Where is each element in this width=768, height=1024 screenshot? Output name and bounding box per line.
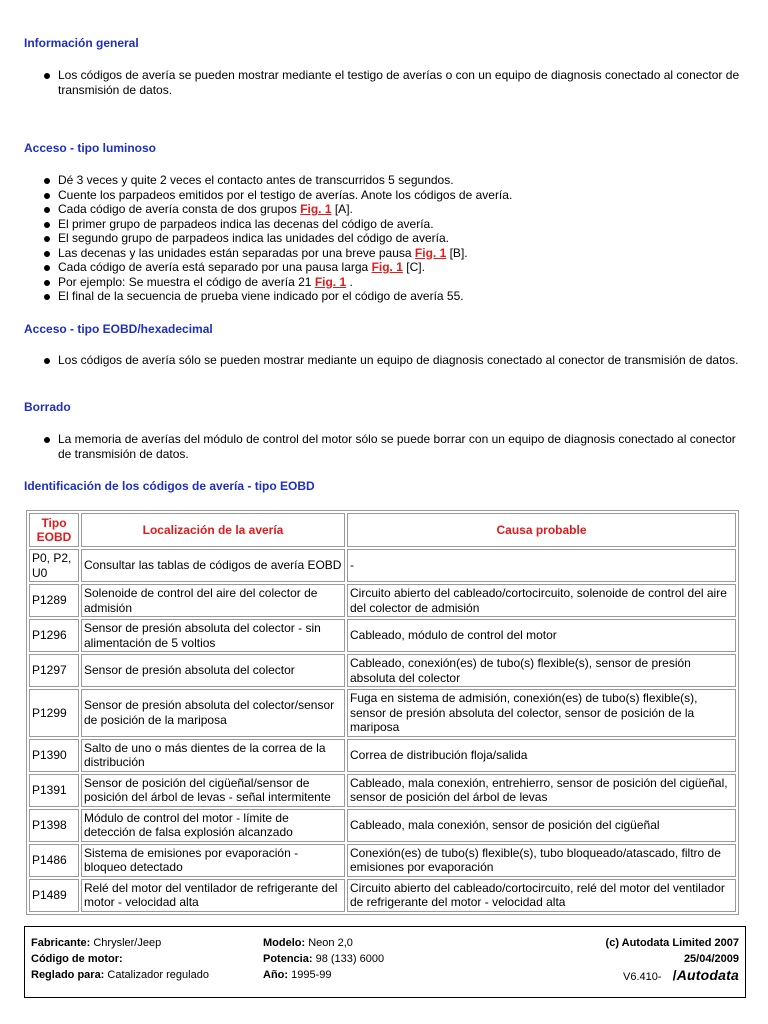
potencia-label: Potencia: xyxy=(263,953,313,965)
code-cell: P0, P2, U0 xyxy=(29,549,79,582)
fig-1-link[interactable]: Fig. 1 xyxy=(414,245,447,260)
code-cell: P1486 xyxy=(29,844,79,877)
list-item xyxy=(24,173,740,188)
header-code: Tipo EOBD xyxy=(29,513,79,547)
logo-text: Autodata xyxy=(676,967,739,983)
header-cause: Causa probable xyxy=(347,513,736,547)
list-item xyxy=(24,289,740,304)
list-item xyxy=(24,246,740,261)
list-item-suffix: [B]. xyxy=(446,245,468,260)
code-cell: P1299 xyxy=(29,689,79,737)
code-cell: P1391 xyxy=(29,774,79,807)
list-item: Los códigos de avería se pueden mostrar mediante el testigo de averías o con un equipo de diagnosis conectado al conector de transmisión de datos. xyxy=(24,68,740,97)
fabricante-value: Chrysler/Jeep xyxy=(93,937,162,949)
list-item xyxy=(24,275,740,290)
location-cell: Consultar las tablas de códigos de avería EOBD xyxy=(81,549,345,582)
section-title-luminoso: Acceso - tipo luminoso xyxy=(24,141,157,155)
footer-right xyxy=(539,935,739,985)
cause-cell: Circuito abierto del cableado/cortocircuito, solenoide de control del aire del colector de admisión xyxy=(347,584,736,617)
fig-1-link[interactable]: Fig. 1 xyxy=(300,202,332,216)
list-item xyxy=(24,217,740,232)
list-item xyxy=(24,202,740,217)
cause-cell: - xyxy=(347,549,736,582)
section-title-eobd: Acceso - tipo EOBD/hexadecimal xyxy=(24,322,213,336)
header-location: Localización de la avería xyxy=(81,513,345,547)
cause-cell: Cableado, módulo de control del motor xyxy=(347,619,736,652)
list-item-text: Cuente los parpadeos emitidos por el testigo de averías. Anote los códigos de avería. xyxy=(58,187,513,202)
list-item xyxy=(24,188,740,203)
cause-cell: Cableado, mala conexión, entrehierro, sensor de posición del cigüeñal, sensor de posición del árbol de levas xyxy=(347,774,736,807)
list-item-text: Cada código de avería está separado por una pausa larga xyxy=(58,260,372,274)
code-cell: P1296 xyxy=(29,619,79,652)
location-cell: Sensor de presión absoluta del colector/sensor de posición de la mariposa xyxy=(81,689,345,737)
list-borrado xyxy=(24,432,740,461)
list-item-text: Dé 3 veces y quite 2 veces el contacto antes de transcurridos 5 segundos. xyxy=(58,173,454,187)
list-item-text: El segundo grupo de parpadeos indica las unidades del código de avería. xyxy=(58,231,449,245)
section-title-general: Información general xyxy=(24,36,139,50)
fabricante-label: Fabricante: xyxy=(31,937,91,949)
list-item-suffix: . xyxy=(346,274,353,289)
table-row xyxy=(29,584,736,617)
autodata-logo: /Autodata xyxy=(672,967,739,983)
footer-left xyxy=(31,935,261,983)
footer-middle xyxy=(263,935,483,983)
section-title-identificacion: Identificación de los códigos de avería - tipo EOBD xyxy=(24,479,315,493)
code-cell: P1489 xyxy=(29,879,79,912)
version-label: V6.410- xyxy=(623,971,662,983)
code-cell: P1289 xyxy=(29,584,79,617)
list-item: Los códigos de avería sólo se pueden mostrar mediante un equipo de diagnosis conectado al conector de transmisión de datos. xyxy=(24,353,740,368)
cause-cell: Conexión(es) de tubo(s) flexible(s), tubo bloqueado/atascado, filtro de emisiones por evaporación xyxy=(347,844,736,877)
fig-1-link[interactable]: Fig. 1 xyxy=(371,260,403,274)
list-item-text: El primer grupo de parpadeos indica las decenas del código de avería. xyxy=(58,216,434,231)
list-item-text: Las decenas y las unidades están separadas por una breve pausa xyxy=(58,245,415,260)
list-item-text: Cada código de avería consta de dos grupos xyxy=(58,202,301,216)
location-cell: Sensor de posición del cigüeñal/sensor de posición del árbol de levas - señal intermitente xyxy=(81,774,345,807)
reglado-value: Catalizador regulado xyxy=(107,969,209,981)
list-eobd xyxy=(24,353,740,368)
table-row xyxy=(29,809,736,842)
table-row xyxy=(29,774,736,807)
table-row xyxy=(29,879,736,912)
location-cell: Sensor de presión absoluta del colector - sin alimentación de 5 voltios xyxy=(81,619,345,652)
location-cell: Solenoide de control del aire del colector de admisión xyxy=(81,584,345,617)
document-footer xyxy=(24,926,746,998)
footer-date: 25/04/2009 xyxy=(683,953,739,965)
location-cell: Relé del motor del ventilador de refrigerante del motor - velocidad alta xyxy=(81,879,345,912)
table-row xyxy=(29,549,736,582)
location-cell: Sensor de presión absoluta del colector xyxy=(81,654,345,687)
cause-cell: Circuito abierto del cableado/cortocircuito, relé del motor del ventilador de refrigerante del motor - velocidad alta xyxy=(347,879,736,912)
potencia-value: 98 (133) 6000 xyxy=(315,953,385,965)
table-row xyxy=(29,689,736,737)
list-item-suffix: [C]. xyxy=(402,260,425,274)
fig-1-link[interactable]: Fig. 1 xyxy=(314,274,347,289)
table-header-row xyxy=(29,513,736,547)
list-item xyxy=(24,231,740,246)
location-cell: Módulo de control del motor - límite de detección de falsa explosión alcanzado xyxy=(81,809,345,842)
location-cell: Salto de uno o más dientes de la correa de la distribución xyxy=(81,739,345,772)
list-item xyxy=(24,260,740,275)
cause-cell: Cableado, conexión(es) de tubo(s) flexible(s), sensor de presión absoluta del colector xyxy=(347,654,736,687)
list-item: La memoria de averías del módulo de control del motor sólo se puede borrar con un equipo de diagnosis conectado al conector de transmisión de datos. xyxy=(24,432,740,461)
ano-value: 1995-99 xyxy=(291,969,332,981)
code-cell: P1297 xyxy=(29,654,79,687)
code-cell: P1390 xyxy=(29,739,79,772)
cause-cell: Correa de distribución floja/salida xyxy=(347,739,736,772)
location-cell: Sistema de emisiones por evaporación - bloqueo detectado xyxy=(81,844,345,877)
code-cell: P1398 xyxy=(29,809,79,842)
table-row xyxy=(29,739,736,772)
modelo-label: Modelo: xyxy=(263,937,306,949)
codigo-label: Código de motor: xyxy=(31,953,123,965)
table-row xyxy=(29,619,736,652)
modelo-value: Neon 2,0 xyxy=(308,937,353,949)
section-title-borrado: Borrado xyxy=(24,400,71,414)
reglado-label: Reglado para: xyxy=(31,969,105,981)
ano-label: Año: xyxy=(263,969,289,981)
list-luminoso xyxy=(24,173,740,304)
cause-cell: Fuga en sistema de admisión, conexión(es) de tubo(s) flexible(s), sensor de presión absoluta del colector, sensor de posición de la mariposa xyxy=(347,689,736,737)
cause-cell: Cableado, mala conexión, sensor de posición del cigüeñal xyxy=(347,809,736,842)
list-item-text: Por ejemplo: Se muestra el código de avería 21 xyxy=(58,274,315,289)
copyright: (c) Autodata Limited 2007 xyxy=(605,937,739,949)
list-general xyxy=(24,68,740,97)
table-row xyxy=(29,844,736,877)
list-item-suffix: [A]. xyxy=(331,202,353,216)
fault-codes-table xyxy=(26,510,739,915)
table-row xyxy=(29,654,736,687)
list-item-text: El final de la secuencia de prueba viene indicado por el código de avería 55. xyxy=(58,289,464,303)
